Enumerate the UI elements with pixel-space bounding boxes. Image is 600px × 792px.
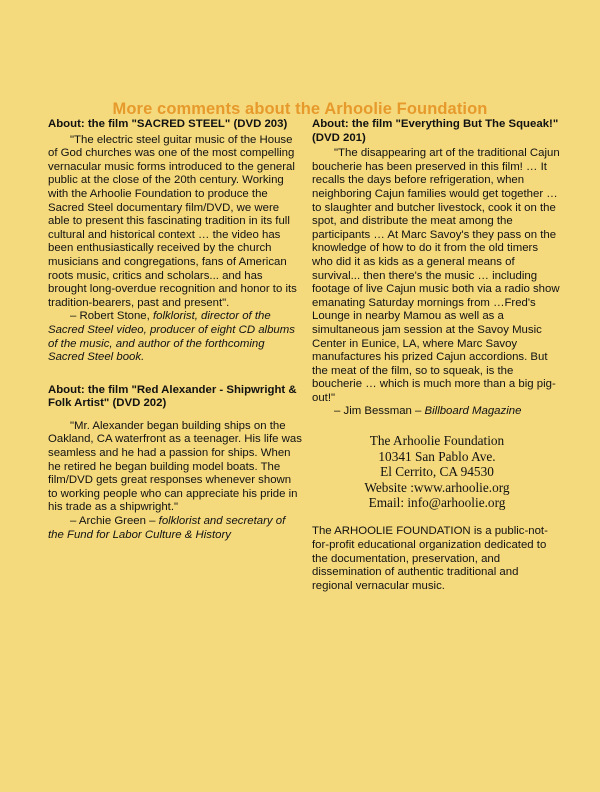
section-red-alexander <box>48 384 302 543</box>
attribution-name-robert-stone: – Robert Stone, <box>70 310 153 323</box>
attribution-name-jim-bessman: – Jim Bessman – <box>334 405 425 418</box>
section-sacred-steel <box>48 118 302 365</box>
foundation-address-block <box>312 433 562 511</box>
address-website[interactable]: Website :www.arhoolie.org <box>364 479 510 495</box>
section-heading-red-alexander: About: the film "Red Alexander - Shipwright & Folk Artist" (DVD 202) <box>48 383 297 410</box>
address-street: 10341 San Pablo Ave. <box>378 448 496 464</box>
address-email[interactable]: Email: info@arhoolie.org <box>368 495 506 511</box>
attribution-robert-stone <box>48 310 302 364</box>
attribution-name-archie-green: – Archie Green – <box>70 515 159 528</box>
section-body-sacred-steel: "The electric steel guitar music of the House of God churches was one of the most compelling vernacular music forms introduced to the general public at the close of the 20th century. Working with the Arhoolie Foundation to produce the Sacred Steel documentary film/DVD, we were able to present this fascinating tradition in its full cultural and historical context … the video has been enthusiastically received by the church musicians and congregations, fans of American roots music, critics and scholars... and has brought long-overdue recognition and honor to its tradition-bearers, past and present". <box>48 133 297 309</box>
column-spacer <box>312 511 562 525</box>
section-everything-but-the-squeak <box>312 118 562 419</box>
foundation-mission-statement: The ARHOOLIE FOUNDATION is a public-not-for-profit educational organization dedicated to the documentation, preservation, and dissemination of authentic traditional and regional vernacular music. <box>312 525 548 593</box>
column-spacer <box>48 365 302 384</box>
left-column <box>48 118 302 542</box>
attribution-role-robert-stone: folklorist, director of the Sacred Steel video, producer of eight CD albums of the music, and author of the forthcoming Sacred Steel book. <box>48 310 295 364</box>
address-city-state-zip: El Cerrito, CA 94530 <box>380 464 494 480</box>
section-body-red-alexander: "Mr. Alexander began building ships on the Oakland, CA waterfront as a teenager. His life was seamless and he had a passion for ships. When he retired he began building model boats. The film/DVD gets great responses whenever shown to working people who can appreciate his pride in his trade as a shipwright." <box>48 419 302 514</box>
section-heading-sacred-steel: About: the film "SACRED STEEL" (DVD 203) <box>48 118 288 130</box>
attribution-jim-bessman <box>312 405 562 419</box>
attribution-role-archie-green: folklorist and secretary of the Fund for Labor Culture & History <box>48 515 286 541</box>
heading-spacer <box>48 413 302 420</box>
page-title: More comments about the Arhoolie Foundation <box>112 100 488 119</box>
column-spacer <box>312 419 562 433</box>
section-body-everything-but-the-squeak: "The disappearing art of the traditional Cajun boucherie has been preserved in this film! … It recalls the days before refrigeration, when neighboring Cajun families would get together … to slaughter and butcher livestock, cook it on the spot, and distribute the meat among the participants … At Marc Savoy's they pass on the knowledge of how to do it from the old timers who did it as kids as a general means of survival... then there's the music … including footage of live Cajun music both via a radio show emanating Saturday mornings from …Fred's Lounge in nearby Mamou as well as a simultaneous jam session at the Savoy Music Center in Eunice, LA, where Marc Savoy manufactures his prized Cajun accordions. But the meat of the film, so to squeak, is the boucherie … which is much more than a big pig-out!" <box>312 147 560 404</box>
attribution-archie-green <box>48 515 302 542</box>
right-column <box>312 118 562 594</box>
section-heading-everything-but-the-squeak: About: the film "Everything But The Squeak!" (DVD 201) <box>312 118 559 144</box>
attribution-source-jim-bessman: Billboard Magazine <box>424 405 522 418</box>
address-organization: The Arhoolie Foundation <box>369 433 505 449</box>
